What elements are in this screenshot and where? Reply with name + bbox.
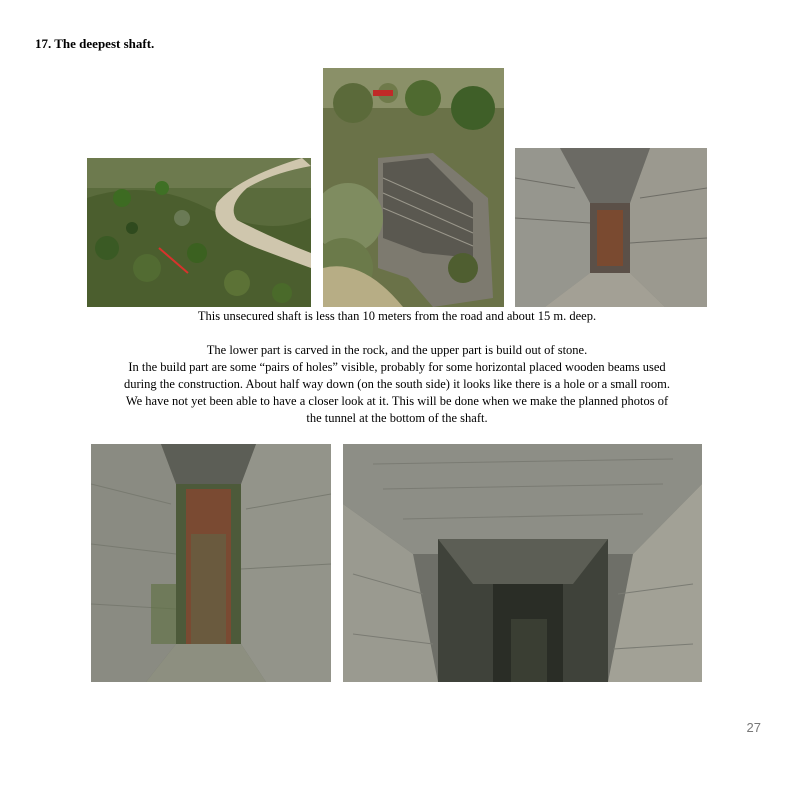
photo-caption: This unsecured shaft is less than 10 meters from the road and about 15 m. deep. — [197, 309, 597, 323]
paragraph-line: In the build part are some “pairs of holes” visible, probably for some horizontal placed wooden beams used — [128, 360, 666, 374]
photo-shaft-wall — [323, 68, 504, 307]
photo-shaft-interior-3 — [343, 444, 702, 682]
description-paragraph — [60, 342, 734, 427]
paragraph-line: The lower part is carved in the rock, and the upper part is build out of stone. — [206, 343, 588, 357]
paragraph-line: during the construction. About half way down (on the south side) it looks like there is a hole or a small room. — [123, 377, 671, 391]
photo-shaft-interior-1 — [515, 148, 707, 307]
paragraph-line: We have not yet been able to have a closer look at it. This will be done when we make the planned photos of — [125, 394, 669, 408]
page-heading: 17. The deepest shaft. — [35, 36, 155, 51]
paragraph-line: the tunnel at the bottom of the shaft. — [306, 411, 488, 425]
page-number: 27 — [746, 720, 761, 735]
photo-hillside-road — [87, 158, 311, 307]
photo-shaft-interior-2 — [91, 444, 331, 682]
